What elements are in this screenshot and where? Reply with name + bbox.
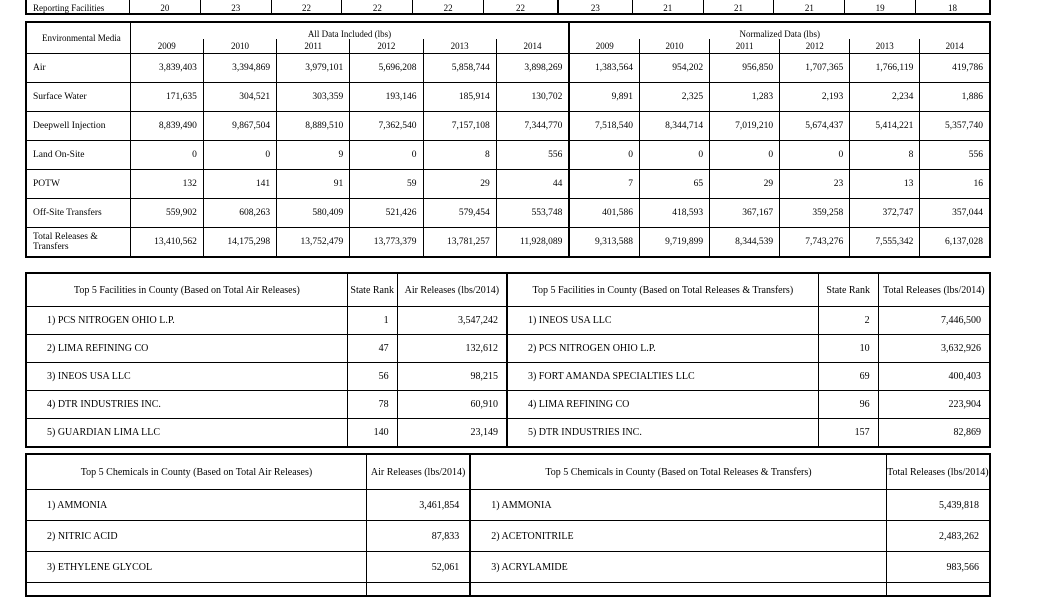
emissions-row (26, 112, 990, 141)
facility-row (26, 335, 990, 363)
year-header: 2014 (496, 39, 569, 54)
air-facility-value: 60,910 (397, 391, 507, 419)
normalized-data-cell: 23 (780, 170, 850, 199)
chemical-row (26, 521, 990, 552)
chemical-row (26, 552, 990, 583)
all-data-cell: 553,748 (496, 199, 569, 228)
total-facilities-title: Top 5 Facilities in County (Based on Total Releases & Transfers) (507, 273, 818, 307)
facility-row (26, 391, 990, 419)
media-header: Environmental Media (26, 22, 130, 54)
normalized-data-cell: 6,137,028 (920, 228, 990, 258)
year-header: 2014 (920, 39, 990, 54)
all-data-cell: 3,979,101 (277, 54, 350, 83)
all-data-cell: 3,839,403 (130, 54, 203, 83)
reporting-facilities-label: Reporting Facilities (26, 0, 130, 14)
total-chemical-value: 2,483,262 (886, 521, 990, 552)
facility-row (26, 419, 990, 448)
all-data-cell: 171,635 (130, 83, 203, 112)
facility-row (26, 363, 990, 391)
normalized-data-cell: 1,766,119 (850, 54, 920, 83)
air-facility-value: 3,547,242 (397, 307, 507, 335)
air-chemical-name: 1) AMMONIA (26, 490, 366, 521)
all-data-cell: 8 (423, 141, 496, 170)
all-data-cell: 29 (423, 170, 496, 199)
normalized-data-cell: 1,886 (920, 83, 990, 112)
normalized-data-cell: 0 (780, 141, 850, 170)
all-data-cell: 521,426 (350, 199, 423, 228)
all-data-cell: 0 (130, 141, 203, 170)
chem-total-releases-header: Total Releases (lbs/2014) (886, 454, 990, 490)
top-chemicals-table (25, 453, 991, 597)
media-label: Total Releases & Transfers (26, 228, 130, 258)
facilities-header-row (26, 273, 990, 307)
reporting-facilities-value: 23 (200, 0, 271, 14)
year-header: 2011 (710, 39, 780, 54)
normalized-data-cell: 0 (640, 141, 710, 170)
media-label: Surface Water (26, 83, 130, 112)
all-data-cell: 303,359 (277, 83, 350, 112)
all-data-cell: 193,146 (350, 83, 423, 112)
all-data-cell: 11,928,089 (496, 228, 569, 258)
media-label: Off-Site Transfers (26, 199, 130, 228)
emissions-table (25, 21, 991, 258)
all-data-cell: 13,773,379 (350, 228, 423, 258)
facility-row (26, 307, 990, 335)
reporting-facilities-value: 21 (774, 0, 845, 14)
media-label: Air (26, 54, 130, 83)
all-data-cell: 580,409 (277, 199, 350, 228)
total-chemicals-title: Top 5 Chemicals in County (Based on Total Releases & Transfers) (470, 454, 886, 490)
normalized-data-cell: 956,850 (710, 54, 780, 83)
normalized-data-cell: 418,593 (640, 199, 710, 228)
air-facilities-title: Top 5 Facilities in County (Based on Total Air Releases) (26, 273, 347, 307)
all-data-cell: 3,898,269 (496, 54, 569, 83)
year-header: 2010 (640, 39, 710, 54)
chemical-row (26, 490, 990, 521)
reporting-facilities-value: 23 (558, 0, 632, 14)
emissions-row (26, 83, 990, 112)
all-data-cell: 14,175,298 (203, 228, 276, 258)
total-facility-name: 3) FORT AMANDA SPECIALTIES LLC (507, 363, 818, 391)
total-chemical-name: 3) ACRYLAMIDE (470, 552, 886, 583)
year-header: 2012 (350, 39, 423, 54)
air-facility-value: 132,612 (397, 335, 507, 363)
normalized-data-cell: 8,344,539 (710, 228, 780, 258)
emissions-year-header-row (26, 39, 990, 54)
all-data-cell: 8,839,490 (130, 112, 203, 141)
normalized-data-cell: 367,167 (710, 199, 780, 228)
total-facility-value: 7,446,500 (878, 307, 990, 335)
normalized-data-cell: 5,674,437 (780, 112, 850, 141)
total-facility-name: 4) LIMA REFINING CO (507, 391, 818, 419)
air-releases-header: Air Releases (lbs/2014) (397, 273, 507, 307)
reporting-facilities-row (26, 0, 990, 14)
total-chemical-name: 1) AMMONIA (470, 490, 886, 521)
reporting-facilities-value: 22 (413, 0, 484, 14)
normalized-data-cell: 1,383,564 (569, 54, 639, 83)
normalized-data-cell: 13 (850, 170, 920, 199)
air-chemical-name: 3) ETHYLENE GLYCOL (26, 552, 366, 583)
normalized-data-cell: 0 (710, 141, 780, 170)
air-chemical-name: 2) NITRIC ACID (26, 521, 366, 552)
all-data-cell: 3,394,869 (203, 54, 276, 83)
total-facility-value: 82,869 (878, 419, 990, 448)
all-data-cell: 9 (277, 141, 350, 170)
reporting-facilities-value: 19 (845, 0, 916, 14)
air-facility-name: 5) GUARDIAN LIMA LLC (26, 419, 347, 448)
all-data-cell: 130,702 (496, 83, 569, 112)
normalized-data-cell: 2,325 (640, 83, 710, 112)
emissions-row (26, 199, 990, 228)
total-facility-name: 1) INEOS USA LLC (507, 307, 818, 335)
air-chemical-value: 3,461,854 (366, 490, 470, 521)
total-facility-name: 5) DTR INDUSTRIES INC. (507, 419, 818, 448)
air-facility-name: 2) LIMA REFINING CO (26, 335, 347, 363)
normalized-data-cell: 16 (920, 170, 990, 199)
air-facility-rank: 140 (347, 419, 397, 448)
all-data-cell: 13,752,479 (277, 228, 350, 258)
air-facility-rank: 78 (347, 391, 397, 419)
all-data-cell: 91 (277, 170, 350, 199)
normalized-data-cell: 2,234 (850, 83, 920, 112)
all-data-cell: 13,781,257 (423, 228, 496, 258)
year-header: 2013 (850, 39, 920, 54)
reporting-facilities-value: 22 (271, 0, 342, 14)
total-chemical-value: 983,566 (886, 552, 990, 583)
air-facility-rank: 56 (347, 363, 397, 391)
all-data-cell: 59 (350, 170, 423, 199)
total-chemical-name: 2) ACETONITRILE (470, 521, 886, 552)
year-header: 2010 (203, 39, 276, 54)
normalized-data-cell: 419,786 (920, 54, 990, 83)
air-facility-value: 23,149 (397, 419, 507, 448)
total-facility-rank: 2 (818, 307, 878, 335)
normalized-data-cell: 7,518,540 (569, 112, 639, 141)
total-facility-name: 2) PCS NITROGEN OHIO L.P. (507, 335, 818, 363)
reporting-facilities-strip (25, 0, 991, 15)
all-data-cell: 7,157,108 (423, 112, 496, 141)
reporting-facilities-value: 21 (632, 0, 703, 14)
year-header: 2009 (569, 39, 639, 54)
all-data-cell: 141 (203, 170, 276, 199)
media-label: Deepwell Injection (26, 112, 130, 141)
reporting-facilities-value: 22 (342, 0, 413, 14)
chemicals-header-row (26, 454, 990, 490)
normalized-data-cell: 2,193 (780, 83, 850, 112)
normalized-data-cell: 0 (569, 141, 639, 170)
all-data-cell: 559,902 (130, 199, 203, 228)
all-data-cell: 8,889,510 (277, 112, 350, 141)
normalized-data-cell: 7,555,342 (850, 228, 920, 258)
all-data-cell: 579,454 (423, 199, 496, 228)
air-facility-name: 1) PCS NITROGEN OHIO L.P. (26, 307, 347, 335)
emissions-row (26, 228, 990, 258)
air-facility-rank: 1 (347, 307, 397, 335)
reporting-facilities-value: 22 (484, 0, 558, 14)
total-facility-value: 400,403 (878, 363, 990, 391)
normalized-data-cell: 7,019,210 (710, 112, 780, 141)
all-data-cell: 13,410,562 (130, 228, 203, 258)
total-state-rank-header: State Rank (818, 273, 878, 307)
all-data-cell: 0 (203, 141, 276, 170)
total-releases-header: Total Releases (lbs/2014) (878, 273, 990, 307)
air-state-rank-header: State Rank (347, 273, 397, 307)
year-header: 2011 (277, 39, 350, 54)
normalized-data-cell: 1,283 (710, 83, 780, 112)
all-data-cell: 5,696,208 (350, 54, 423, 83)
air-facility-name: 3) INEOS USA LLC (26, 363, 347, 391)
normalized-data-cell: 359,258 (780, 199, 850, 228)
all-data-cell: 9,867,504 (203, 112, 276, 141)
media-label: POTW (26, 170, 130, 199)
air-facility-value: 98,215 (397, 363, 507, 391)
all-data-cell: 5,858,744 (423, 54, 496, 83)
air-facility-rank: 47 (347, 335, 397, 363)
all-data-cell: 608,263 (203, 199, 276, 228)
year-header: 2013 (423, 39, 496, 54)
air-chemical-value: 52,061 (366, 552, 470, 583)
year-header: 2009 (130, 39, 203, 54)
normalized-data-cell: 9,891 (569, 83, 639, 112)
normalized-data-cell: 9,719,899 (640, 228, 710, 258)
top-facilities-table (25, 272, 991, 448)
normalized-data-cell: 954,202 (640, 54, 710, 83)
normalized-data-cell: 7 (569, 170, 639, 199)
all-data-cell: 44 (496, 170, 569, 199)
normalized-data-cell: 5,414,221 (850, 112, 920, 141)
total-facility-rank: 96 (818, 391, 878, 419)
normalized-data-cell: 357,044 (920, 199, 990, 228)
air-chemicals-title: Top 5 Chemicals in County (Based on Total Air Releases) (26, 454, 366, 490)
normalized-data-group-header: Normalized Data (lbs) (569, 22, 990, 39)
air-facility-name: 4) DTR INDUSTRIES INC. (26, 391, 347, 419)
total-facility-rank: 157 (818, 419, 878, 448)
emissions-group-header-row (26, 22, 990, 39)
total-facility-rank: 69 (818, 363, 878, 391)
normalized-data-cell: 7,743,276 (780, 228, 850, 258)
normalized-data-cell: 5,357,740 (920, 112, 990, 141)
reporting-facilities-value: 21 (703, 0, 774, 14)
emissions-row (26, 141, 990, 170)
emissions-row (26, 54, 990, 83)
normalized-data-cell: 8,344,714 (640, 112, 710, 141)
air-chemical-value: 87,833 (366, 521, 470, 552)
total-chemical-value: 5,439,818 (886, 490, 990, 521)
all-data-cell: 7,362,540 (350, 112, 423, 141)
year-header: 2012 (780, 39, 850, 54)
all-data-cell: 7,344,770 (496, 112, 569, 141)
normalized-data-cell: 29 (710, 170, 780, 199)
all-data-cell: 132 (130, 170, 203, 199)
normalized-data-cell: 65 (640, 170, 710, 199)
normalized-data-cell: 372,747 (850, 199, 920, 228)
normalized-data-cell: 556 (920, 141, 990, 170)
total-facility-rank: 10 (818, 335, 878, 363)
all-data-cell: 556 (496, 141, 569, 170)
emissions-row (26, 170, 990, 199)
chem-air-releases-header: Air Releases (lbs/2014) (366, 454, 470, 490)
reporting-facilities-value: 18 (916, 0, 990, 14)
normalized-data-cell: 8 (850, 141, 920, 170)
normalized-data-cell: 401,586 (569, 199, 639, 228)
all-data-cell: 304,521 (203, 83, 276, 112)
normalized-data-cell: 1,707,365 (780, 54, 850, 83)
reporting-facilities-value: 20 (130, 0, 201, 14)
all-data-cell: 185,914 (423, 83, 496, 112)
media-label: Land On-Site (26, 141, 130, 170)
total-facility-value: 223,904 (878, 391, 990, 419)
all-data-group-header: All Data Included (lbs) (130, 22, 569, 39)
normalized-data-cell: 9,313,588 (569, 228, 639, 258)
total-facility-value: 3,632,926 (878, 335, 990, 363)
all-data-cell: 0 (350, 141, 423, 170)
